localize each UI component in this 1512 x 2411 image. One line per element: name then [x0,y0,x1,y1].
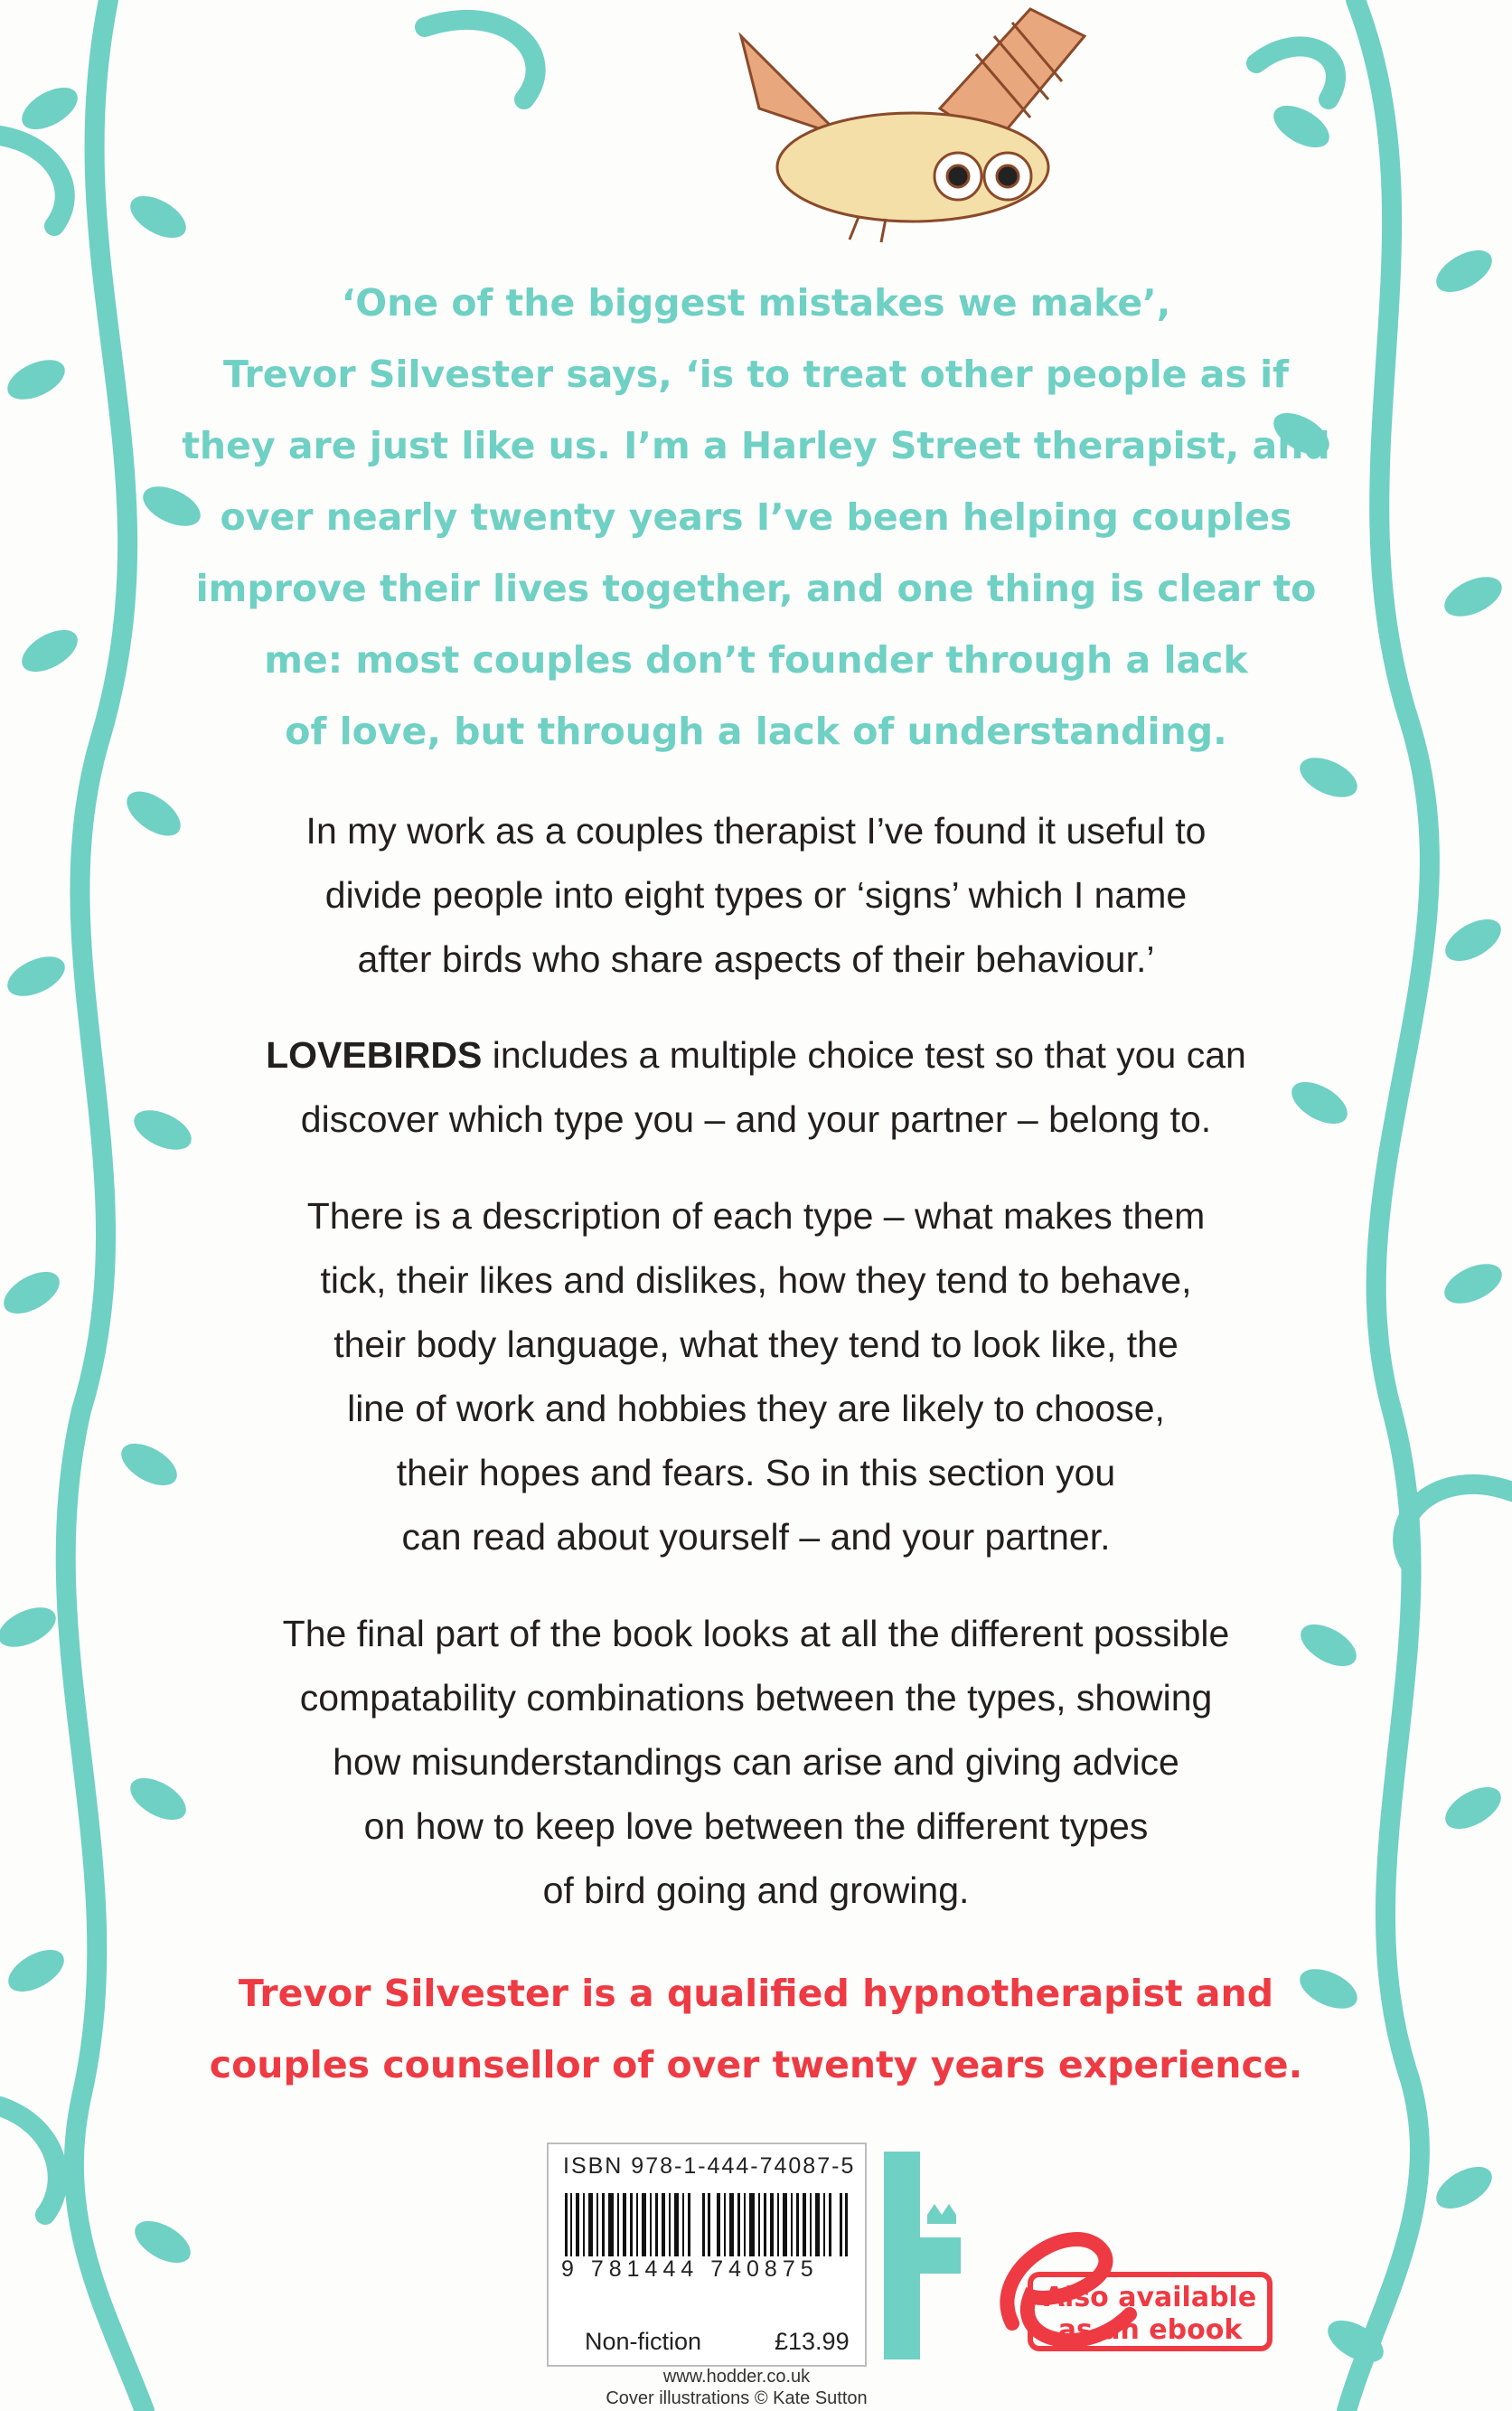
text-line: compatability combinations between the types, showing [299,1677,1213,1719]
text-line: The final part of the book looks at all the different possible [282,1613,1230,1654]
author-bio [163,1958,1349,2101]
publisher-logo-icon [884,2152,965,2359]
final-part-paragraph [172,1602,1340,1923]
quote-line: me: most couples don’t founder through a lack [264,638,1248,682]
quote-line: Trevor Silvester says, ‘is to treat other people as if [223,353,1289,396]
genre-label: Non-fiction [585,2328,702,2355]
text-line: their body language, what they tend to look like, the [333,1323,1179,1365]
ebook-availability [1030,2282,1270,2347]
text-line: In my work as a couples therapist I’ve found it useful to [305,810,1207,852]
price-label: £13.99 [775,2328,850,2355]
illustration-credit: Cover illustrations © Kate Sutton [606,2388,868,2408]
barcode-digits: 9 781444 740875 [561,2256,852,2283]
text-line: of bird going and growing. [542,1869,970,1911]
text-line: discover which type you – and your partner – belong to. [300,1098,1212,1140]
bio-line: Trevor Silvester is a qualified hypnotherapist and [238,1972,1274,2015]
quote-line: they are just like us. I’m a Harley Street therapist, and [182,424,1330,467]
quote-line: of love, but through a lack of understanding. [285,710,1227,753]
owl-icon [705,0,1112,244]
bio-line: couples counsellor of over twenty years experience. [209,2043,1303,2086]
text-line: can read about yourself – and your partner. [401,1516,1111,1558]
text-line: There is a description of each type – what makes them [306,1195,1206,1237]
quote-line: over nearly twenty years I’ve been helping couples [220,495,1292,539]
lovebirds-paragraph [172,1023,1340,1152]
text-line: divide people into eight types or ‘signs’ which I name [324,874,1188,916]
isbn-number: ISBN 978-1-444-74087-5 [563,2153,856,2179]
book-title: LOVEBIRDS [266,1034,483,1076]
text-line: how misunderstandings can arise and giving advice [333,1741,1179,1783]
text-line: includes a multiple choice test so that you can [482,1034,1246,1076]
publisher-website: www.hodder.co.uk [662,2367,811,2387]
quote-line: ‘One of the biggest mistakes we make’, [341,281,1171,325]
text-line: tick, their likes and dislikes, how they tend to behave, [320,1259,1192,1301]
text-line: on how to keep love between the different types [363,1805,1149,1847]
barcode-panel [547,2143,867,2367]
description-paragraph [172,1184,1340,1569]
text-line: after birds who share aspects of their behaviour.’ [357,938,1155,980]
text-line: their hopes and fears. So in this section you [396,1452,1116,1493]
pull-quote [163,268,1349,768]
intro-paragraph [172,799,1340,992]
quote-line: improve their lives together, and one thing is clear to [195,567,1317,610]
ebook-line: Also available [1043,2282,1257,2313]
ebook-line: as an ebook [1057,2314,1243,2346]
text-line: line of work and hobbies they are likely to choose, [347,1388,1165,1429]
